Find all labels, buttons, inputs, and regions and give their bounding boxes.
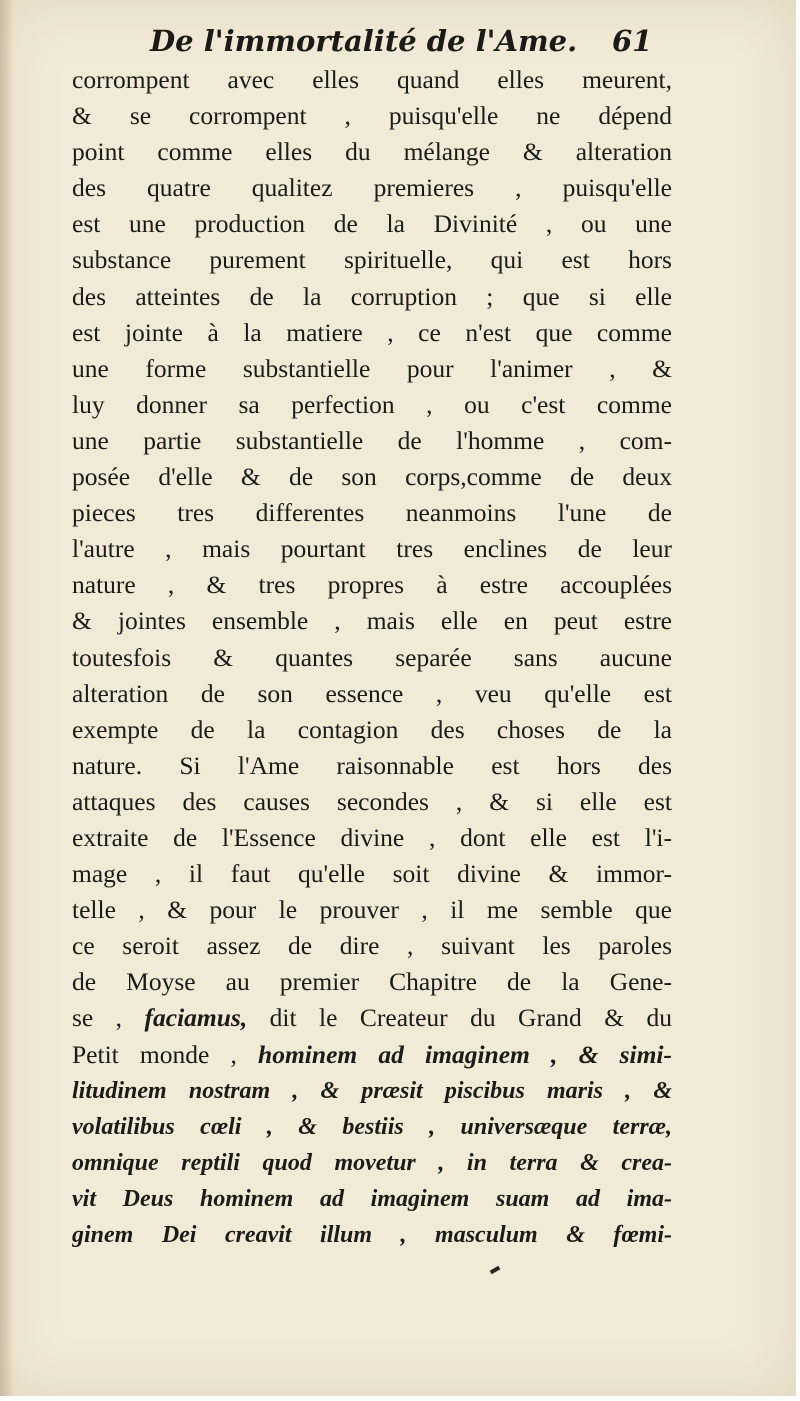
text-line: est une production de la Divinité , ou une (72, 209, 672, 239)
text-line: de Moyse au premier Chapitre de la Gene- (72, 967, 672, 997)
latin-quotation-line: omnique reptili quod movetur , in terra & crea- (72, 1149, 672, 1176)
text-line-mixed (72, 1037, 672, 1073)
text-line: des atteintes de la corruption ; que si elle (72, 281, 672, 311)
latin-quotation-line: ginem Dei creavit illum , masculum & fœmi- (72, 1222, 672, 1248)
text-line: corrompent avec elles quand elles meurent, (72, 65, 672, 94)
latin-quotation: hominem ad imaginem , & simi- (258, 1039, 672, 1069)
text-line: ce seroit assez de dire , suivant les paroles (72, 931, 672, 961)
text-line: posée d'elle & de son corps,comme de deux (72, 462, 672, 492)
text-line-mixed (72, 1000, 672, 1036)
text-line: attaques des causes secondes , & si elle est (72, 786, 672, 816)
text-line: des quatre qualitez premieres , puisqu'elle (72, 173, 672, 203)
text-line: alteration de son essence , veu qu'elle est (72, 678, 672, 708)
running-title: De l'immortalité de l'Ame. (150, 24, 578, 58)
ink-mark (490, 1266, 501, 1274)
latin-quotation-line: litudinem nostram , & præsit piscibus maris , & (72, 1077, 672, 1104)
text-line: nature. Si l'Ame raisonnable est hors des (72, 750, 672, 780)
text-line: exempte de la contagion des choses de la (72, 714, 672, 744)
text-line: point comme elles du mélange & alteration (72, 137, 672, 167)
text-line: une forme substantielle pour l'animer , & (72, 353, 672, 383)
text-line: & jointes ensemble , mais elle en peut estre (72, 606, 672, 636)
roman-text: Petit monde , (72, 1039, 259, 1069)
latin-quotation-line: volatilibus cœli , & bestiis , universæque terræ, (72, 1113, 672, 1140)
text-line: une partie substantielle de l'homme , com- (72, 425, 672, 455)
roman-text: dit le Createur du Grand & du (247, 1003, 672, 1033)
text-line: extraite de l'Essence divine , dont elle est l'i- (72, 822, 672, 852)
text-line: est jointe à la matiere , ce n'est que comme (72, 317, 672, 347)
body-text (72, 62, 672, 1262)
text-line: nature , & tres propres à estre accouplées (72, 570, 672, 600)
page-number: 61 (612, 24, 653, 58)
text-line: telle , & pour le prouver , il me semble que (72, 895, 672, 925)
text-line: toutesfois & quantes separée sans aucune (72, 642, 672, 672)
text-line: substance purement spirituelle, qui est hors (72, 245, 672, 275)
roman-text: se , (72, 1003, 145, 1033)
latin-quotation-line: vit Deus hominem ad imaginem suam ad ima- (72, 1185, 672, 1212)
text-line: pieces tres differentes neanmoins l'une de (72, 498, 672, 528)
text-line: luy donner sa perfection , ou c'est comme (72, 389, 672, 419)
text-line: & se corrompent , puisqu'elle ne dépend (72, 101, 672, 131)
latin-quotation: faciamus, (144, 1003, 248, 1033)
text-line: mage , il faut qu'elle soit divine & immor- (72, 859, 672, 889)
page-gutter-shadow (0, 0, 14, 1396)
text-line: l'autre , mais pourtant tres enclines de leur (72, 534, 672, 564)
